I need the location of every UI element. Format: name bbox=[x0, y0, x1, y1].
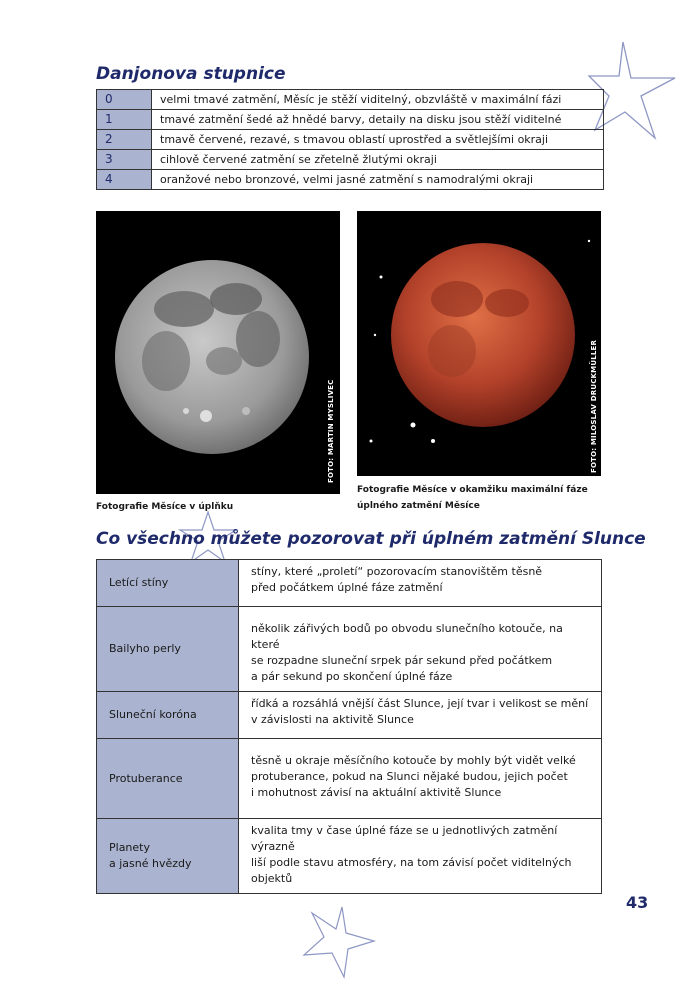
phenomenon-name bbox=[97, 692, 239, 739]
full-moon-image bbox=[96, 211, 340, 494]
danjon-table bbox=[96, 89, 604, 190]
table-row bbox=[97, 90, 604, 110]
desc-line: objektů bbox=[251, 872, 293, 885]
name-line: a jasné hvězdy bbox=[109, 857, 192, 870]
phenomenon-name bbox=[97, 739, 239, 819]
photo-credit: FOTO: MILOSLAV DRUCKMÜLLER bbox=[590, 339, 598, 473]
table-row bbox=[97, 110, 604, 130]
name-line: Bailyho perly bbox=[109, 642, 181, 655]
phenomenon-description bbox=[239, 607, 602, 692]
phenomenon-description bbox=[239, 739, 602, 819]
desc-line: před počátkem úplné fáze zatmění bbox=[251, 581, 443, 594]
photo-caption-line: Fotografie Měsíce v okamžiku maximální fáze bbox=[357, 485, 588, 495]
table-row bbox=[97, 607, 602, 692]
danjon-level: 4 bbox=[97, 170, 152, 190]
phenomenon-name bbox=[97, 560, 239, 607]
danjon-level: 3 bbox=[97, 150, 152, 170]
table-row bbox=[97, 170, 604, 190]
name-line: Letící stíny bbox=[109, 576, 169, 589]
desc-line: a pár sekund po skončení úplné fáze bbox=[251, 670, 453, 683]
eclipse-moon-photo bbox=[357, 211, 601, 476]
table-row bbox=[97, 560, 602, 607]
danjon-description: tmavé zatmění šedé až hnědé barvy, detaily na disku jsou stěží viditelné bbox=[152, 110, 604, 130]
desc-line: protuberance, pokud na Slunci nějaké budou, jejich počet bbox=[251, 770, 568, 783]
desc-line: těsně u okraje měsíčního kotouče by mohly být vidět velké bbox=[251, 754, 576, 767]
danjon-description: tmavě červené, rezavé, s tmavou oblastí uprostřed a světlejšími okraji bbox=[152, 130, 604, 150]
name-line: Protuberance bbox=[109, 771, 183, 785]
table-row bbox=[97, 150, 604, 170]
danjon-description: oranžové nebo bronzové, velmi jasné zatmění s namodralými okraji bbox=[152, 170, 604, 190]
danjon-level: 1 bbox=[97, 110, 152, 130]
desc-line: kvalita tmy v čase úplné fáze se u jednotlivých zatmění výrazně bbox=[251, 824, 558, 853]
eclipse-moon-image bbox=[357, 211, 601, 476]
danjon-level: 2 bbox=[97, 130, 152, 150]
table-row bbox=[97, 130, 604, 150]
phenomena-title: Co všechno můžete pozorovat při úplném zatmění Slunce bbox=[96, 529, 646, 549]
phenomenon-name bbox=[97, 607, 239, 692]
danjon-level: 0 bbox=[97, 90, 152, 110]
desc-line: v závislosti na aktivitě Slunce bbox=[251, 713, 414, 726]
danjon-description: velmi tmavé zatmění, Měsíc je stěží viditelný, obzvláště v maximální fázi bbox=[152, 90, 604, 110]
photo-credit: FOTO: MARTIN MYSLIVEC bbox=[327, 379, 335, 483]
phenomenon-description bbox=[239, 692, 602, 739]
desc-line: stíny, které „proletí“ pozorovacím stanovištěm těsně bbox=[251, 565, 543, 578]
name-line: Planety bbox=[109, 841, 150, 854]
danjon-description: cihlově červené zatmění se zřetelně žlutými okraji bbox=[152, 150, 604, 170]
phenomenon-description bbox=[239, 819, 602, 894]
page-number: 43 bbox=[626, 893, 649, 912]
desc-line: se rozpadne sluneční srpek pár sekund před počátkem bbox=[251, 654, 553, 667]
desc-line: liší podle stavu atmosféry, na tom závisí počet viditelných bbox=[251, 856, 572, 869]
desc-line: i mohutnost závisí na aktuální aktivitě Slunce bbox=[251, 786, 502, 799]
photo-caption bbox=[357, 482, 617, 514]
full-moon-photo bbox=[96, 211, 340, 494]
star-outline-icon bbox=[300, 905, 378, 980]
desc-line: několik zářivých bodů po obvodu slunečního kotouče, na které bbox=[251, 622, 563, 651]
desc-line: řídká a rozsáhlá vnější část Slunce, její tvar i velikost se mění bbox=[251, 697, 589, 710]
phenomena-table bbox=[96, 559, 602, 894]
photo-caption-line: úplného zatmění Měsíce bbox=[357, 501, 480, 511]
table-row bbox=[97, 739, 602, 819]
phenomenon-name bbox=[97, 819, 239, 894]
table-row bbox=[97, 692, 602, 739]
name-line: Sluneční koróna bbox=[109, 708, 197, 721]
phenomenon-description bbox=[239, 560, 602, 607]
photo-caption: Fotografie Měsíce v úplňku bbox=[96, 502, 234, 512]
table-row bbox=[97, 819, 602, 894]
danjon-title: Danjonova stupnice bbox=[96, 64, 286, 84]
